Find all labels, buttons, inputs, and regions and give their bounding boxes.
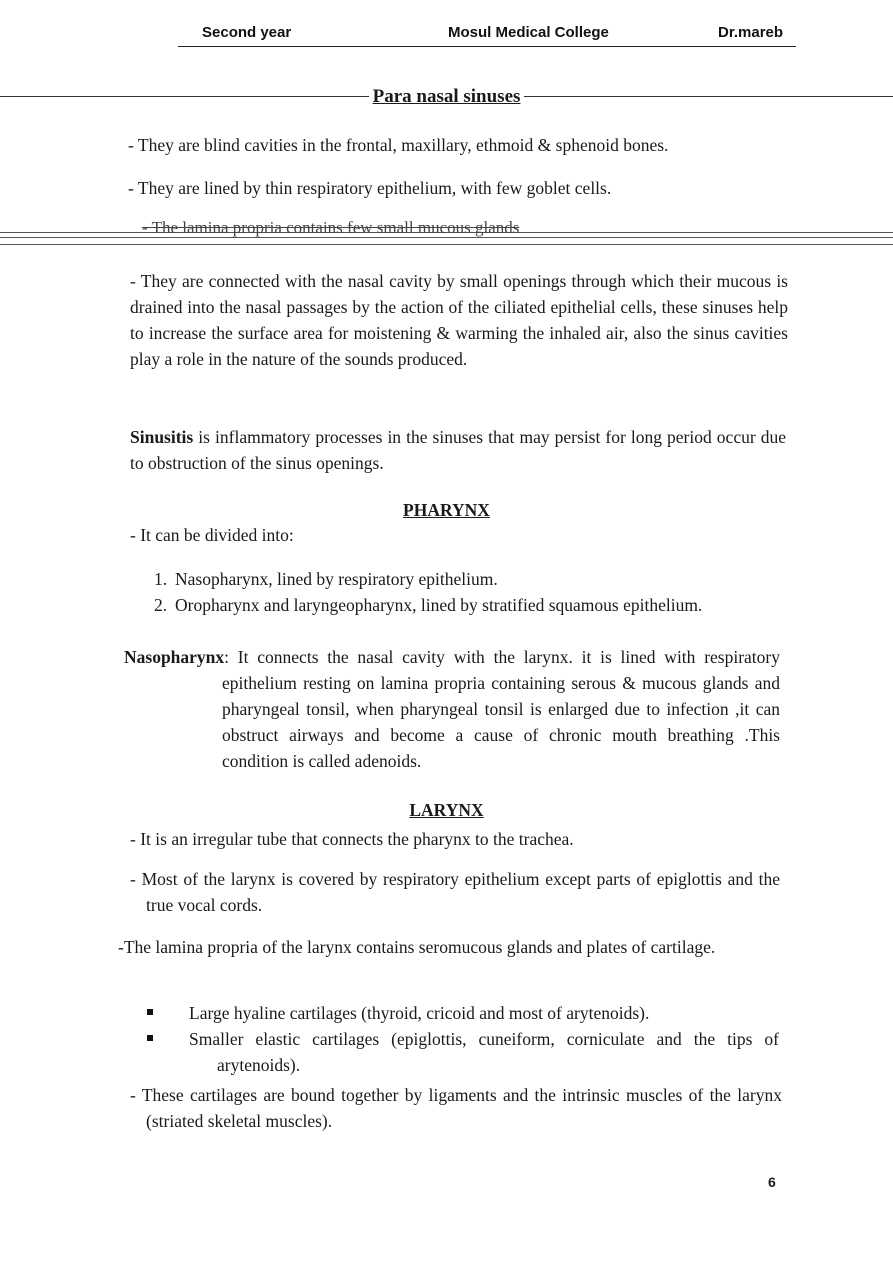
larynx-p2: - Most of the larynx is covered by respiratory epithelium except parts of epiglottis and the true vocal cords.	[130, 869, 780, 915]
bullet-square-icon	[147, 1009, 153, 1015]
nasopharynx-paragraph: Nasopharynx: It connects the nasal cavity with the larynx. it is lined with respiratory epithelium resting on lamina propria containing serous & mucous glands and pharyngeal tonsil, when pharyngeal tonsil is enlarged due to infection ,it can obstruct airways and become a cause of chronic mouth breathing .This condition is called adenoids.	[124, 647, 780, 771]
list-item-1: Nasopharynx, lined by respiratory epithelium.	[175, 569, 498, 589]
larynx-bullet-2: Smaller elastic cartilages (epiglottis, cuneiform, corniculate and the tips of arytenoids).	[189, 1029, 779, 1075]
list-num-2: 2.	[154, 595, 168, 615]
sinuses-p1: - They are blind cavities in the frontal, maxillary, ethmoid & sphenoid bones.	[128, 135, 669, 155]
header-left: Second year	[202, 24, 292, 41]
larynx-p1: - It is an irregular tube that connects the pharynx to the trachea.	[130, 829, 574, 849]
sinusitis-term: Sinusitis	[130, 427, 194, 447]
struck-line: - The lamina propria contains few small mucous glands	[142, 218, 520, 237]
list-item-2: Oropharynx and laryngeopharynx, lined by stratified squamous epithelium.	[175, 595, 703, 615]
larynx-heading: LARYNX	[409, 800, 484, 820]
page-title: Para nasal sinuses	[0, 86, 893, 108]
header-right: Dr.mareb	[718, 24, 784, 41]
header-rule	[178, 46, 796, 47]
list-num-1: 1.	[154, 569, 168, 589]
nasopharynx-term: Nasopharynx	[124, 647, 225, 667]
bullet-square-icon	[147, 1035, 153, 1041]
sinuses-p2: - They are lined by thin respiratory epithelium, with few goblet cells.	[128, 178, 612, 198]
larynx-p4: - These cartilages are bound together by ligaments and the intrinsic muscles of the larynx (striated skeletal muscles).	[130, 1085, 782, 1131]
header-center: Mosul Medical College	[448, 24, 609, 41]
pharynx-heading: PHARYNX	[403, 500, 490, 520]
larynx-bullet-1: Large hyaline cartilages (thyroid, cricoid and most of arytenoids).	[189, 1003, 650, 1023]
larynx-p3: -The lamina propria of the larynx contains seromucous glands and plates of cartilage.	[118, 937, 716, 957]
sinuses-p3: - They are connected with the nasal cavity by small openings through which their mucous is drained into the nasal passages by the action of the ciliated epithelial cells, these sinuses help to increase the surface area for moistening & warming the inhaled air, also the sinus cavities play a role in the nature of the sounds produced.	[130, 271, 788, 369]
struck-rule-3	[0, 244, 893, 245]
page-number: 6	[768, 1174, 776, 1190]
sinusitis-paragraph: Sinusitis is inflammatory processes in the sinuses that may persist for long period occur due to obstruction of the sinus openings.	[130, 427, 786, 473]
pharynx-intro: - It can be divided into:	[130, 525, 294, 545]
